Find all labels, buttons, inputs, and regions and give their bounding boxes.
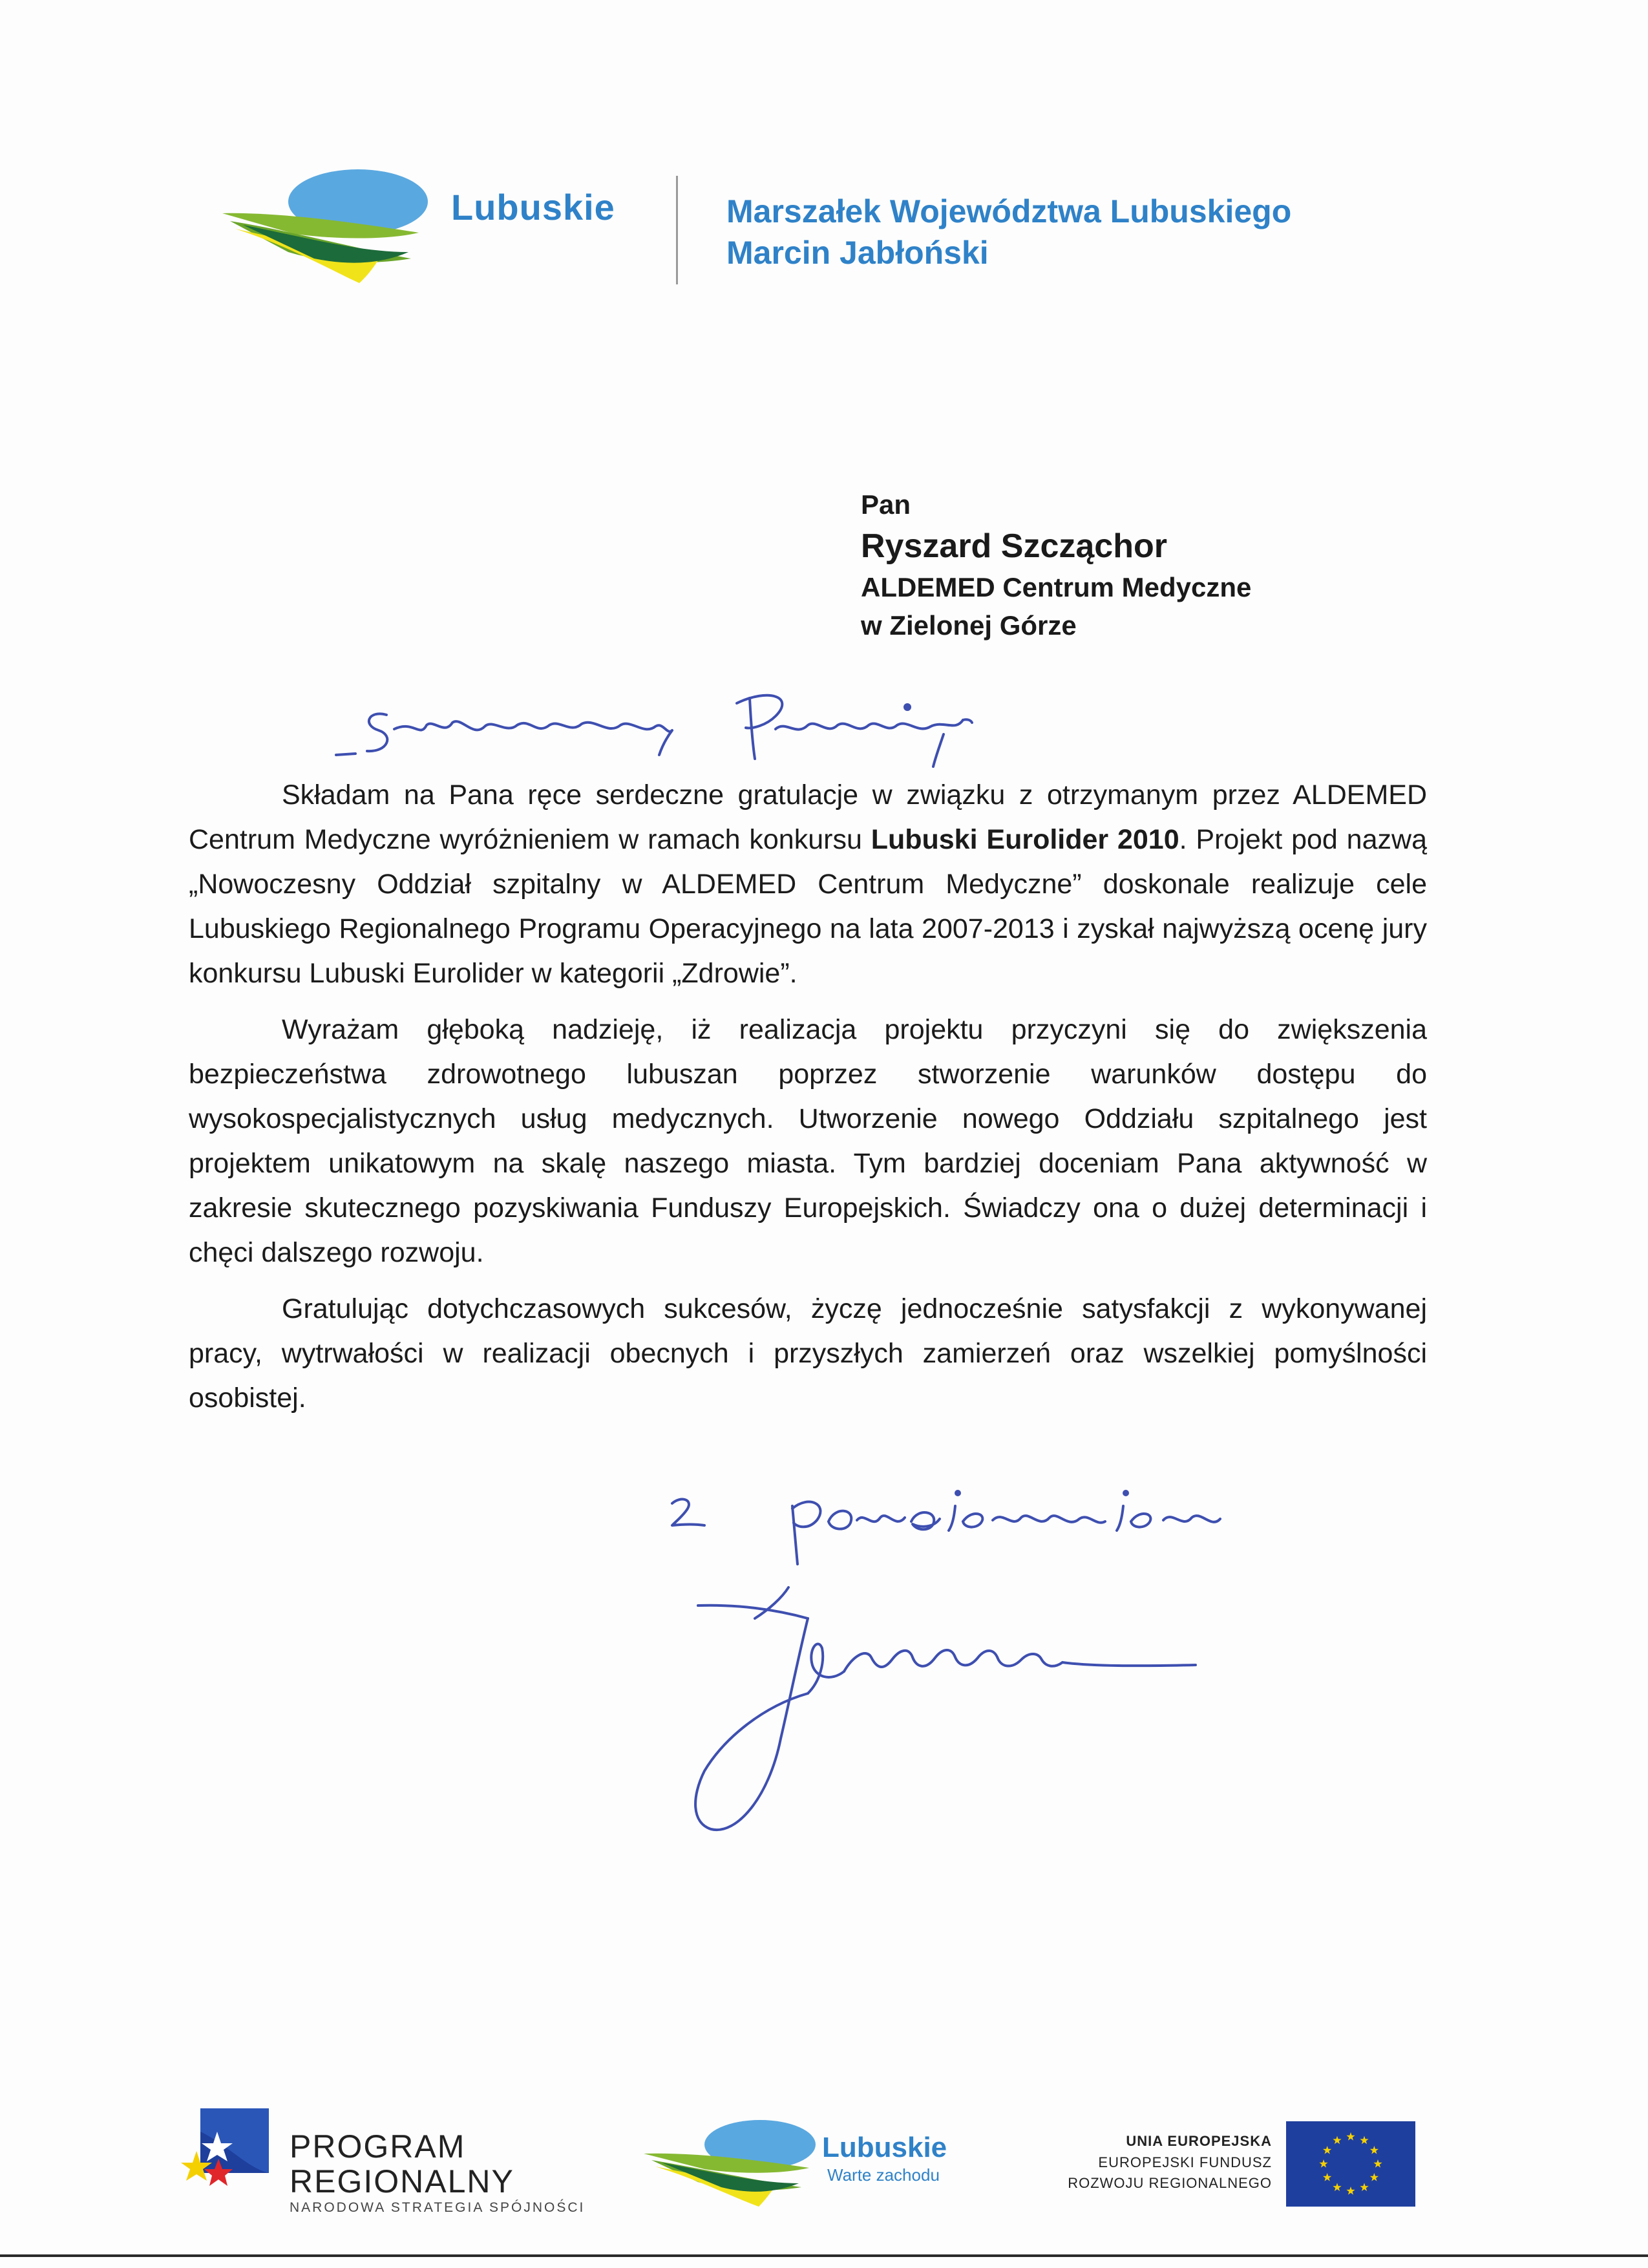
eu-union-label: UNIA EUROPEJSKA <box>1126 2133 1272 2149</box>
lubuskie-logo-icon <box>217 162 437 291</box>
body-paragraph-1: Składam na Pana ręce serdeczne gratulacje w związku z otrzymanym przez ALDEMED Centrum Medyczne wyróżnieniem w ramach konkursu Lubuski Eurolider 2010. Projekt pod nazwą „Nowoczesny Oddział szpitalny w ALDEMED Centrum Medyczne” doskonale realizuje cele Lubuskiego Regionalnego Programu Operacyjnego na lata 2007-2013 i zyskał najwyższą ocenę jury konkursu Lubuski Eurolider w kategorii „Zdrowie”. <box>189 779 1427 989</box>
lubuskie-logo-text: Lubuskie <box>451 187 615 228</box>
recipient-city: w Zielonej Górze <box>861 610 1077 641</box>
program-regionalny-logo-icon <box>176 2106 273 2196</box>
program-subtitle: NARODOWA STRATEGIA SPÓJNOŚCI <box>290 2200 586 2215</box>
program-title-line-1: PROGRAM <box>290 2128 466 2165</box>
program-title-line-2: REGIONALNY <box>290 2163 514 2199</box>
recipient-organization: ALDEMED Centrum Medyczne <box>861 572 1252 602</box>
eu-fund-label: EUROPEJSKI FUNDUSZ <box>1098 2154 1272 2170</box>
body-paragraph-2: Wyrażam głęboką nadzieję, iż realizacja projektu przyczyni się do zwiększenia bezpieczeństwa zdrowotnego lubuszan poprzez stworzenie warunków dostępu do wysokospecjalistycznych usług medycznych. Utworzenie nowego Oddziału szpitalnego jest projektem unikatowym na skalę naszego miasta. Tym bardziej doceniam Pana aktywność w zakresie skutecznego pozyskiwania Funduszy Europejskich. Świadczy ona o dużej determinacji i chęci dalszego rozwoju. <box>189 1014 1427 1268</box>
handwritten-signature <box>672 1551 1370 1887</box>
eu-fund-text <box>1013 2130 1272 2194</box>
page-bottom-edge <box>0 2254 1648 2257</box>
recipient-block <box>861 486 1251 645</box>
lubuskie-footer-logo-text: Lubuskie <box>822 2132 947 2163</box>
lubuskie-footer-tagline: Warte zachodu <box>827 2165 940 2185</box>
eu-fund-label-2: ROZWOJU REGIONALNEGO <box>1068 2175 1272 2191</box>
sender-title: Marszałek Województwa Lubuskiego <box>726 193 1292 229</box>
recipient-name: Ryszard Szcząchor <box>861 527 1167 565</box>
handwritten-salutation <box>323 658 1099 774</box>
letter-body <box>189 773 1427 1432</box>
recipient-honorific: Pan <box>861 489 911 520</box>
sender-name: Marcin Jabłoński <box>726 235 989 271</box>
eu-flag-icon <box>1286 2121 1415 2207</box>
lubuskie-footer-logo-icon <box>640 2114 821 2210</box>
header-divider <box>676 176 678 284</box>
contest-name: Lubuski Eurolider 2010 <box>871 824 1179 855</box>
body-paragraph-3: Gratulując dotychczasowych sukcesów, życzę jednocześnie satysfakcji z wykonywanej pracy, wytrwałości w realizacji obecnych i przyszłych zamierzeń oraz wszelkiej pomyślności osobistej. <box>189 1293 1427 1414</box>
